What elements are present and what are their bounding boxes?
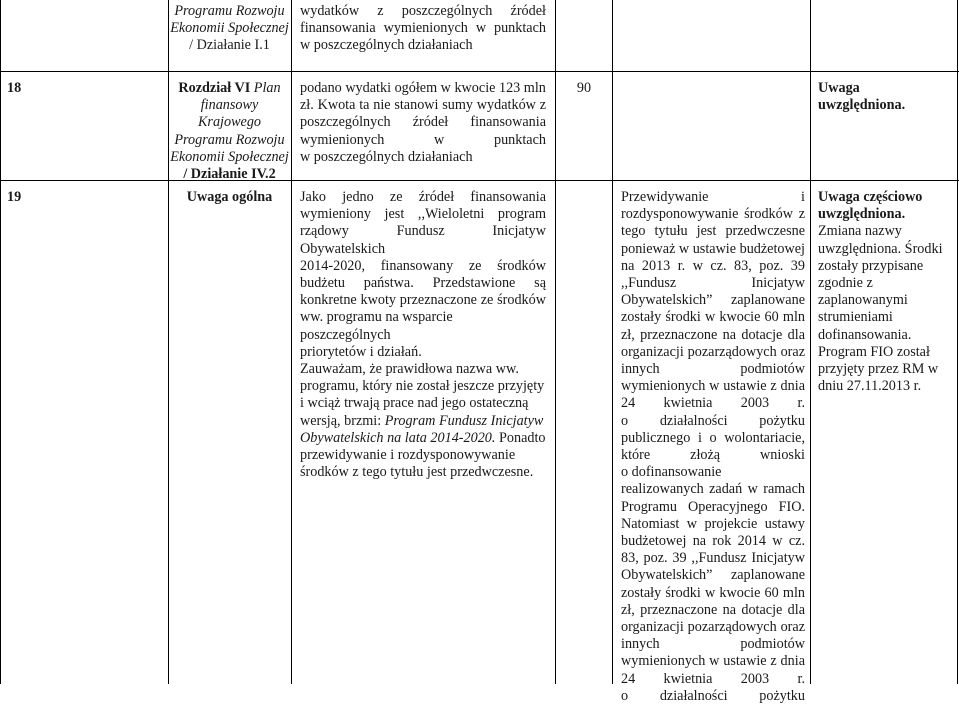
table-border-right <box>957 0 958 684</box>
row18-number: 18 <box>7 80 22 96</box>
row19-status-cell <box>818 189 954 395</box>
row18-status-line: Uwaga <box>818 80 860 96</box>
row19-comment-program-name-cont: Obywatelskich na lata 2014-2020. <box>300 429 496 446</box>
row19-status-heading: Uwaga częściowo <box>818 189 923 205</box>
row18-value: 90 <box>576 80 592 96</box>
row18-source-heading-italic: Plan <box>253 80 281 96</box>
row19-response-line: wymienionych w ustawie z dnia <box>621 653 805 670</box>
row19-status-line: Program FIO został <box>818 343 930 360</box>
row19-response-line: Natomiast w projekcie ustawy <box>621 515 805 532</box>
row19-comment-line: programu, który nie został jeszcze przyjęty <box>300 378 545 395</box>
prev-comment-line: finansowania wymienionych w punktach <box>300 20 546 37</box>
row19-response-line: zostały środki w kwocie 60 mln <box>621 584 805 601</box>
row18-source-cell <box>169 80 290 183</box>
prev-source-line: Ekonomii Społecznej <box>170 20 289 37</box>
row19-comment-line: priorytetów i działań. <box>300 343 422 360</box>
row18-source-line: Programu Rozwoju <box>174 131 285 148</box>
prev-source-cell <box>169 3 290 55</box>
row18-status-cell <box>818 80 954 114</box>
row19-response-line: tego tytułu jest przedwczesne <box>621 223 805 240</box>
row19-response-line: 24 kwietnia 2003 r. <box>621 670 805 687</box>
row19-response-line: zostały środki w kwocie 60 mln <box>621 309 805 326</box>
row19-response-line: Programu Operacyjnego FIO. <box>621 498 805 515</box>
row19-status-line: zostały przypisane <box>818 257 924 274</box>
row19-comment-line: Jako jedno ze źródeł finansowania <box>300 189 546 205</box>
row19-status-line: strumieniami <box>818 309 893 326</box>
row19-status-line: uwzględniona. Środki <box>818 240 943 257</box>
row19-comment-line: rządowy Fundusz Inicjatyw Obywatelskich <box>300 223 546 257</box>
row19-response-line: o dofinansowanie <box>621 464 722 481</box>
table-border-col3 <box>291 0 292 684</box>
row19-comment-line: i wciąż trwają prace nad jego ostateczną <box>300 395 529 412</box>
row19-comment-fragment: wersją, brzmi: <box>300 412 382 429</box>
row19-comment-fragment: Ponadto <box>499 429 546 446</box>
row19-response-line: o działalności pożytku <box>621 687 805 704</box>
row18-status-line: uwzględniona. <box>818 97 906 114</box>
row19-comment-line: konkretne kwoty przeznaczone ze środków <box>300 292 546 309</box>
row19-status-line: dofinansowania. <box>818 326 912 343</box>
prev-source-line: Programu Rozwoju <box>174 3 285 19</box>
row18-comment-line: wymienionych w punktach <box>300 131 546 148</box>
row19-response-line: budżetowej na rok 2014 w cz. <box>621 533 805 550</box>
row18-source-line: Ekonomii Społecznej <box>170 148 289 165</box>
row18-comment-cell <box>300 80 546 166</box>
row19-response-line: wymienionych w ustawie z dnia <box>621 378 805 395</box>
row19-response-line: organizacji pozarządowych oraz <box>621 619 805 636</box>
row19-response-line: innych podmiotów <box>621 636 805 653</box>
row19-response-line: ponieważ w ustawie budżetowej <box>621 240 805 257</box>
table-border-col5 <box>612 0 613 684</box>
row19-response-line: zł, przeznaczone na dotacje dla <box>621 601 805 618</box>
table-border-row19-top <box>0 180 959 181</box>
row19-response-line: zł, przeznaczone na dotacje dla <box>621 326 805 343</box>
row19-response-line: Obywatelskich” zaplanowane <box>621 292 805 309</box>
row18-comment-line: poszczególnych źródeł finansowania <box>300 114 546 131</box>
row19-response-line: 83, poz. 39 ,,Fundusz Inicjatyw <box>621 550 805 567</box>
row19-response-cell <box>621 189 805 705</box>
prev-comment-cell <box>300 3 546 55</box>
prev-comment-line: wydatków z poszczególnych źródeł <box>300 3 546 19</box>
row19-response-line: na 2013 r. w cz. 83, poz. 39 <box>621 257 805 274</box>
prev-comment-line: w poszczególnych działaniach <box>300 37 473 54</box>
table-border-row18-top <box>0 71 959 72</box>
row19-number: 19 <box>7 189 22 205</box>
row19-comment-line: Zauważam, że prawidłowa nazwa ww. <box>300 361 519 378</box>
table-border-col6 <box>810 0 811 684</box>
row19-comment-line: 2014-2020, finansowany ze środków <box>300 257 546 274</box>
table-border-col4 <box>555 0 556 684</box>
row19-comment-line: środków z tego tytułu jest przedwczesne. <box>300 464 534 481</box>
row18-comment-line: zł. Kwota ta nie stanowi sumy wydatków z <box>300 97 546 114</box>
row19-comment-line: przewidywanie i rozdysponowywanie <box>300 447 516 464</box>
row19-comment-line: wymieniony jest ,,Wieloletni program <box>300 206 546 223</box>
row19-source: Uwaga ogólna <box>186 189 273 205</box>
row19-response-line: realizowanych zadań w ramach <box>621 481 805 498</box>
row19-response-line: Obywatelskich” zaplanowane <box>621 567 805 584</box>
row18-comment-line: w poszczególnych działaniach <box>300 148 473 165</box>
row19-response-line: ,,Fundusz Inicjatyw <box>621 275 805 292</box>
row19-status-line: Zmiana nazwy <box>818 223 902 240</box>
row19-comment-cell <box>300 189 546 481</box>
row19-comment-program-name: Program Fundusz Inicjatyw <box>384 412 544 429</box>
row19-response-line: innych podmiotów <box>621 361 805 378</box>
row19-status-line: przyjęty przez RM w <box>818 361 939 378</box>
row19-response-line: o działalności pożytku <box>621 412 805 429</box>
row18-source-heading: Rozdział VI <box>178 80 251 96</box>
row19-status-line: zgodnie z <box>818 275 873 292</box>
row18-comment-line: podano wydatki ogółem w kwocie 123 mln <box>300 80 546 96</box>
row19-response-line: rozdysponowywanie środków z <box>621 206 805 223</box>
row19-comment-line: ww. programu na wsparcie poszczególnych <box>300 309 453 343</box>
row19-response-line: Przewidywanie i <box>621 189 805 205</box>
row19-response-line: publicznego i o wolontariacie, <box>621 429 805 446</box>
row19-status-line: dniu 27.11.2013 r. <box>818 378 922 395</box>
row19-response-line: które złożą wnioski <box>621 447 805 464</box>
row19-comment-line: budżetu państwa. Przedstawione są <box>300 275 546 292</box>
row19-response-line: 24 kwietnia 2003 r. <box>621 395 805 412</box>
row18-source-section: / Działanie IV.2 <box>183 166 276 183</box>
row19-response-line: organizacji pozarządowych oraz <box>621 343 805 360</box>
row19-status-line: zaplanowanymi <box>818 292 908 309</box>
row18-source-line: finansowy Krajowego <box>197 97 262 131</box>
table-border-left <box>0 0 1 684</box>
prev-source-section: / Działanie I.1 <box>189 37 270 54</box>
row19-status-heading: uwzględniona. <box>818 206 906 223</box>
